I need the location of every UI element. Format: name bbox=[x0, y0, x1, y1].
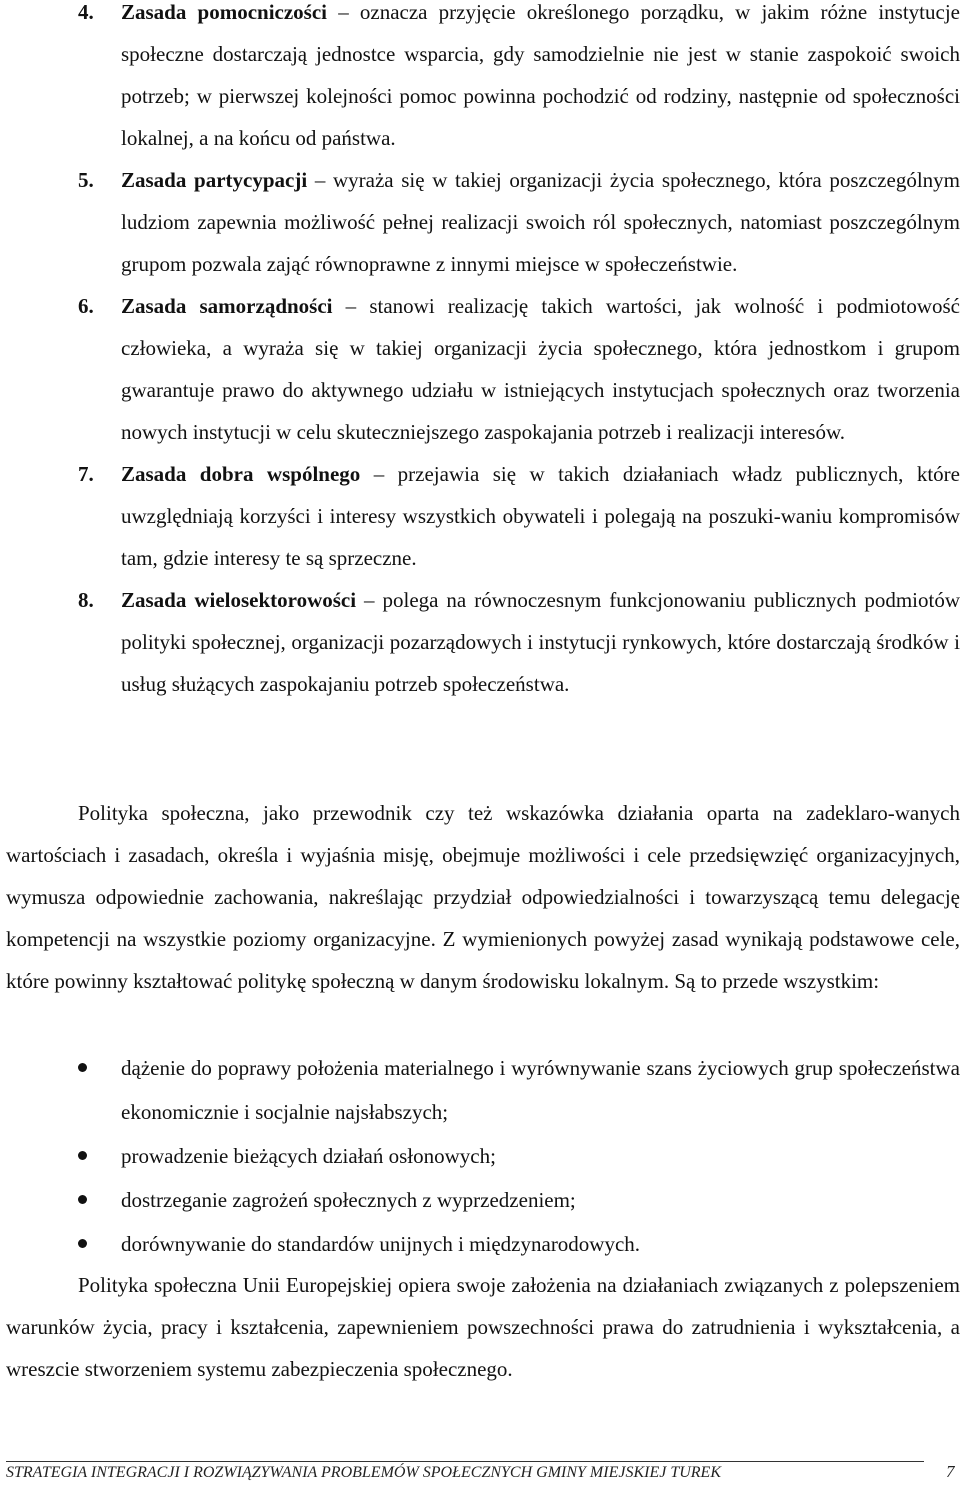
principle-term: Zasada dobra wspólnego bbox=[121, 462, 361, 486]
principle-term: Zasada samorządności bbox=[121, 294, 333, 318]
goal-text: dążenie do poprawy położenia materialnego i wyrównywanie szans życiowych grup społeczeństwa ekonomicznie i socjalnie najsłabszych; bbox=[121, 1056, 960, 1124]
goal-item bbox=[0, 1222, 960, 1266]
principle-text: – wyraża się w takiej organizacji życia społecznego, która poszczególnym ludziom zapewnia możliwość pełnej realizacji swoich ról społecznych, natomiast poszczególnym grupom pozwala zająć równoprawne z innymi miejsce w społeczeństwie. bbox=[121, 168, 960, 276]
page-number: 7 bbox=[946, 1462, 955, 1481]
goal-item bbox=[0, 1046, 960, 1134]
goal-text: prowadzenie bieżących działań osłonowych; bbox=[121, 1144, 496, 1168]
goal-item bbox=[0, 1134, 960, 1178]
principle-number: 7. bbox=[78, 462, 94, 486]
principle-number: 4. bbox=[78, 0, 94, 24]
goal-text: dostrzeganie zagrożeń społecznych z wyprzedzeniem; bbox=[121, 1188, 576, 1212]
goals-list bbox=[0, 1046, 960, 1266]
principle-item bbox=[0, 453, 960, 579]
goal-item bbox=[0, 1178, 960, 1222]
principle-item bbox=[0, 0, 960, 159]
principle-text: – polega na równoczesnym funkcjonowaniu publicznych podmiotów polityki społecznej, organizacji pozarządowych i instytucji rynkowych, które dostarczają środków i usług służących zaspokajaniu potrzeb społeczeństwa. bbox=[121, 588, 960, 696]
principle-number: 6. bbox=[78, 294, 94, 318]
paragraph-policy-guide: Polityka społeczna, jako przewodnik czy też wskazówka działania oparta na zadeklaro-wanych wartościach i zasadach, określa i wyjaśnia misję, obejmuje możliwości i cele przedsięwzięć organizacyjnych, wymusza odpowiednie zachowania, nakreślając przydział odpowiedzialności i towarzyszącą temu delegację kompetencji na wszystkie poziomy organizacyjne. Z wymienionych powyżej zasad wynikają podstawowe cele, które powinny kształtować politykę społeczną w danym środowisku lokalnym. Są to przede wszystkim: bbox=[6, 801, 960, 993]
bullet-icon bbox=[78, 1063, 87, 1072]
principle-term: Zasada partycypacji bbox=[121, 168, 308, 192]
principle-text: – oznacza przyjęcie określonego porządku, w jakim różne instytucje społeczne dostarczają jednostce wsparcia, gdy samodzielnie nie jest w stanie zaspokoić swoich potrzeb; w pierwszej kolejności pomoc powinna pochodzić od rodziny, następnie od społeczności lokalnej, a na końcu od państwa. bbox=[121, 0, 960, 150]
paragraph-eu-policy: Polityka społeczna Unii Europejskiej opiera swoje założenia na działaniach związanych z polepszeniem warunków życia, pracy i kształcenia, zapewnieniem powszechności prawa do zatrudnienia i wykształcenia, a wreszcie stworzeniem systemu zabezpieczenia społecznego. bbox=[6, 1273, 960, 1381]
principle-number: 5. bbox=[78, 168, 94, 192]
footer-divider bbox=[6, 1461, 924, 1462]
bullet-icon bbox=[78, 1151, 87, 1160]
principle-text: – stanowi realizację takich wartości, jak wolność i podmiotowość człowieka, a wyraża się w takiej organizacji życia społecznego, która jednostkom i grupom gwarantuje prawo do aktywnego udziału w istniejących instytucjach społecznych oraz tworzenia nowych instytucji w celu skuteczniejszego zaspokajania potrzeb i realizacji interesów. bbox=[121, 294, 960, 444]
principle-item bbox=[0, 159, 960, 285]
bullet-icon bbox=[78, 1239, 87, 1248]
principle-term: Zasada pomocniczości bbox=[121, 0, 328, 24]
principle-number: 8. bbox=[78, 588, 94, 612]
principles-list bbox=[0, 0, 960, 705]
footer-document-title: STRATEGIA INTEGRACJI I ROZWIĄZYWANIA PROBLEMÓW SPOŁECZNYCH GMINY MIEJSKIEJ TUREK bbox=[6, 1464, 721, 1481]
bullet-icon bbox=[78, 1195, 87, 1204]
principle-item bbox=[0, 285, 960, 453]
principle-term: Zasada wielosektorowości bbox=[121, 588, 357, 612]
principle-item bbox=[0, 579, 960, 705]
principle-text: – przejawia się w takich działaniach władz publicznych, które uwzględniają korzyści i interesy wszystkich obywateli i polegają na poszuki-waniu kompromisów tam, gdzie interesy te są sprzeczne. bbox=[121, 462, 960, 570]
goal-text: dorównywanie do standardów unijnych i międzynarodowych. bbox=[121, 1232, 641, 1256]
